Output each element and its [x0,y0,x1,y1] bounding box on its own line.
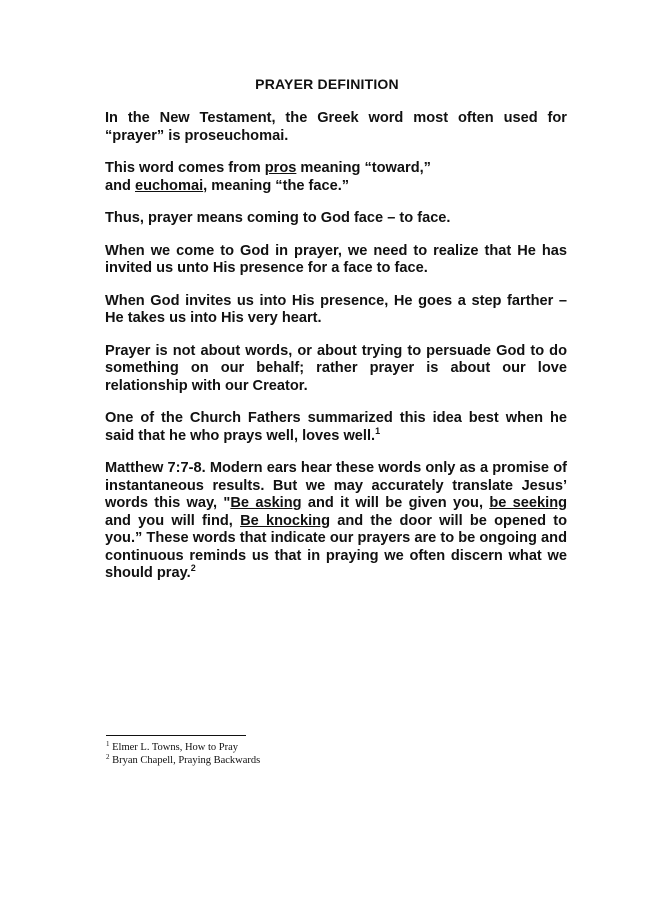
origin-line1-pre: This word comes from [105,160,265,176]
church-fathers-text: One of the Church Fathers summarized this idea best when he said that he who prays well, loves well. [105,410,567,444]
footnote-text: Bryan Chapell, Praying Backwards [112,755,261,766]
matthew-part2: and it will be given you, [301,495,490,511]
matthew-part4: and the door will be opened to you.” These words that indicate our prayers are to be ongoing and continuous reminds us that in praying we often discern what we should pray. [105,512,567,581]
footnote-number: 2 [106,753,110,761]
phrase-be-seeking: be seeking [489,495,568,511]
term-euchomai: euchomai [135,177,204,194]
footnote-divider [106,735,246,736]
document-body [105,110,567,598]
footnote-text: Elmer L. Towns, How to Pray [112,742,239,753]
paragraph-greek-word: In the New Testament, the Greek word most often used for “prayer” is proseuchomai. [105,110,567,144]
matthew-part3: and you will find, [105,512,241,529]
matthew-part1: Matthew 7:7-8. Modern ears hear these words only as a promise of instantaneous results. But we may accurately translate Jesus’ words this way, " [105,460,567,511]
footnote-number: 1 [106,740,110,748]
paragraph-heart: When God invites us into His presence, He goes a step farther – He takes us into His very heart. [105,292,567,326]
origin-line2-post: , meaning “the face.” [203,177,350,194]
footnotes [106,741,260,767]
paragraph-presence: When we come to God in prayer, we need to realize that He has invited us unto His presence for a face to face. [105,242,567,276]
footnote-item [106,754,260,767]
term-pros: pros [264,160,297,176]
footnote-ref-2: 2 [190,563,196,573]
paragraph-church-fathers [105,410,567,445]
origin-line2-pre: and [105,177,135,194]
page-title: PRAYER DEFINITION [255,76,399,92]
paragraph-relationship: Prayer is not about words, or about trying to persuade God to do something on our behalf; rather prayer is about our love relationship with our Creator. [105,342,567,394]
phrase-be-knocking: Be knocking [240,512,331,529]
paragraph-matthew [105,460,567,583]
footnote-ref-1: 1 [375,425,381,436]
footnote-item [106,741,260,754]
phrase-be-asking: Be asking [230,495,302,511]
origin-line1-post: meaning “toward,” [296,160,431,176]
paragraph-word-origin [105,160,567,195]
paragraph-face-to-face: Thus, prayer means coming to God face – to face. [105,210,451,226]
